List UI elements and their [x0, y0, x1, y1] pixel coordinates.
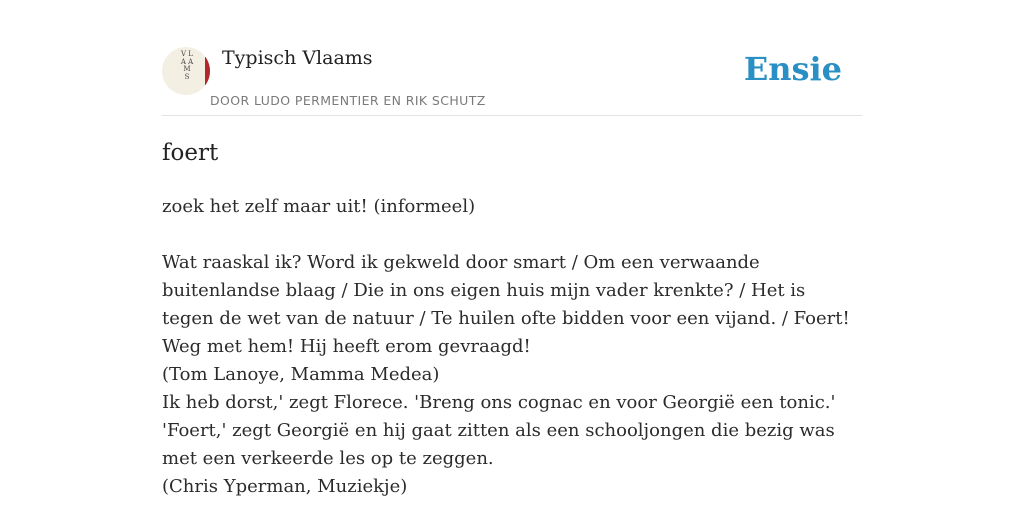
example-source: (Chris Yperman, Muziekje) — [162, 476, 408, 497]
example-source: (Tom Lanoye, Mamma Medea) — [162, 364, 440, 385]
dictionary-author: DOOR LUDO PERMENTIER EN RIK SCHUTZ — [210, 93, 486, 108]
entry-definition: zoek het zelf maar uit! (informeel) — [162, 196, 476, 217]
logo-accent — [205, 57, 210, 85]
entry-examples — [162, 249, 862, 501]
dictionary-logo[interactable] — [162, 47, 210, 95]
example-quote: Wat raaskal ik? Word ik gekweld door smart / Om een verwaande buitenlandse blaag / Die in ons eigen huis mijn vader krenkte? / Het is tegen de wet van de natuur / Te huilen ofte bidden voor een vijand. / Foert! Weg met hem! Hij heeft erom gevraagd! — [162, 252, 850, 357]
logo-letters: V L A A M S — [180, 50, 194, 81]
brand-logo[interactable]: Ensie — [743, 50, 842, 88]
dictionary-title[interactable]: Typisch Vlaams — [222, 47, 373, 69]
header-divider — [162, 115, 862, 116]
example-quote: Ik heb dorst,' zegt Florece. 'Breng ons cognac en voor Georgië een tonic.' 'Foert,' zegt Georgië en hij gaat zitten als een schooljongen die bezig was met een verkeerde les op te zeggen. — [162, 392, 836, 469]
entry-headword: foert — [162, 140, 219, 166]
dictionary-header — [162, 44, 862, 116]
